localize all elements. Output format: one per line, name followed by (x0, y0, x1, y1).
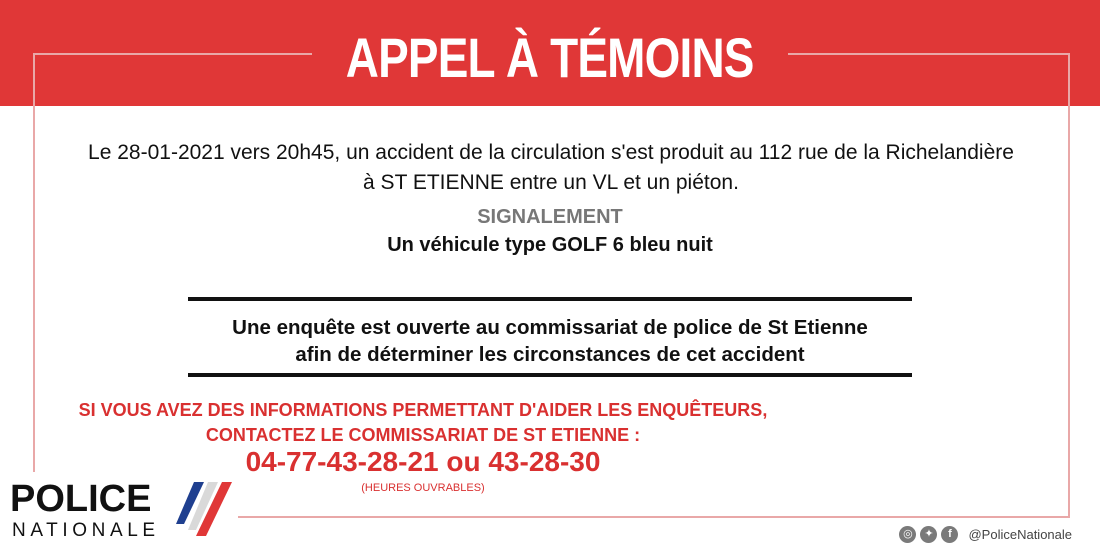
business-hours-note: (HEURES OUVRABLES) (361, 482, 485, 494)
vehicle-color: bleu nuit (623, 234, 713, 256)
contact-phone: 04-77-43-28-21 ou 43-28-30 (245, 446, 601, 477)
page-title: APPEL À TÉMOINS (346, 25, 754, 89)
instagram-icon[interactable]: ◎ (899, 526, 916, 543)
divider-bottom (188, 373, 912, 377)
tricolor-flag-icon (176, 482, 232, 536)
incident-line-1: Le 28-01-2021 vers 20h45, un accident de la circulation s'est produit au 112 rue de la Richelandière (88, 141, 1014, 164)
facebook-icon[interactable]: f (941, 526, 958, 543)
investigation-line-1: Une enquête est ouverte au commissariat de police de St Etienne (232, 316, 868, 339)
appeal-line-1: SI VOUS AVEZ DES INFORMATIONS PERMETTANT D'AIDER LES ENQUÊTEURS, (78, 400, 768, 420)
vehicle-model: GOLF 6 (551, 234, 624, 256)
social-links (899, 526, 1072, 543)
investigation-notice (188, 314, 912, 368)
appeal-line-2: CONTACTEZ LE COMMISSARIAT DE ST ETIENNE : (205, 425, 641, 445)
vehicle-description (0, 234, 1100, 257)
incident-line-2: à ST ETIENNE entre un VL et un piéton. (363, 171, 739, 194)
witness-appeal (33, 398, 813, 448)
investigation-line-2: afin de déterminer les circonstances de cet accident (295, 343, 805, 366)
logo-wordmark: POLICE (10, 478, 152, 520)
signalement-heading: SIGNALEMENT (477, 206, 623, 228)
vehicle-prefix: Un véhicule type (387, 234, 552, 256)
title-box (312, 22, 788, 92)
incident-description (40, 138, 1062, 198)
logo-subtitle: NATIONALE (12, 520, 160, 541)
twitter-icon[interactable]: ✦ (920, 526, 937, 543)
divider-top (188, 297, 912, 301)
social-handle[interactable]: @PoliceNationale (968, 527, 1072, 542)
